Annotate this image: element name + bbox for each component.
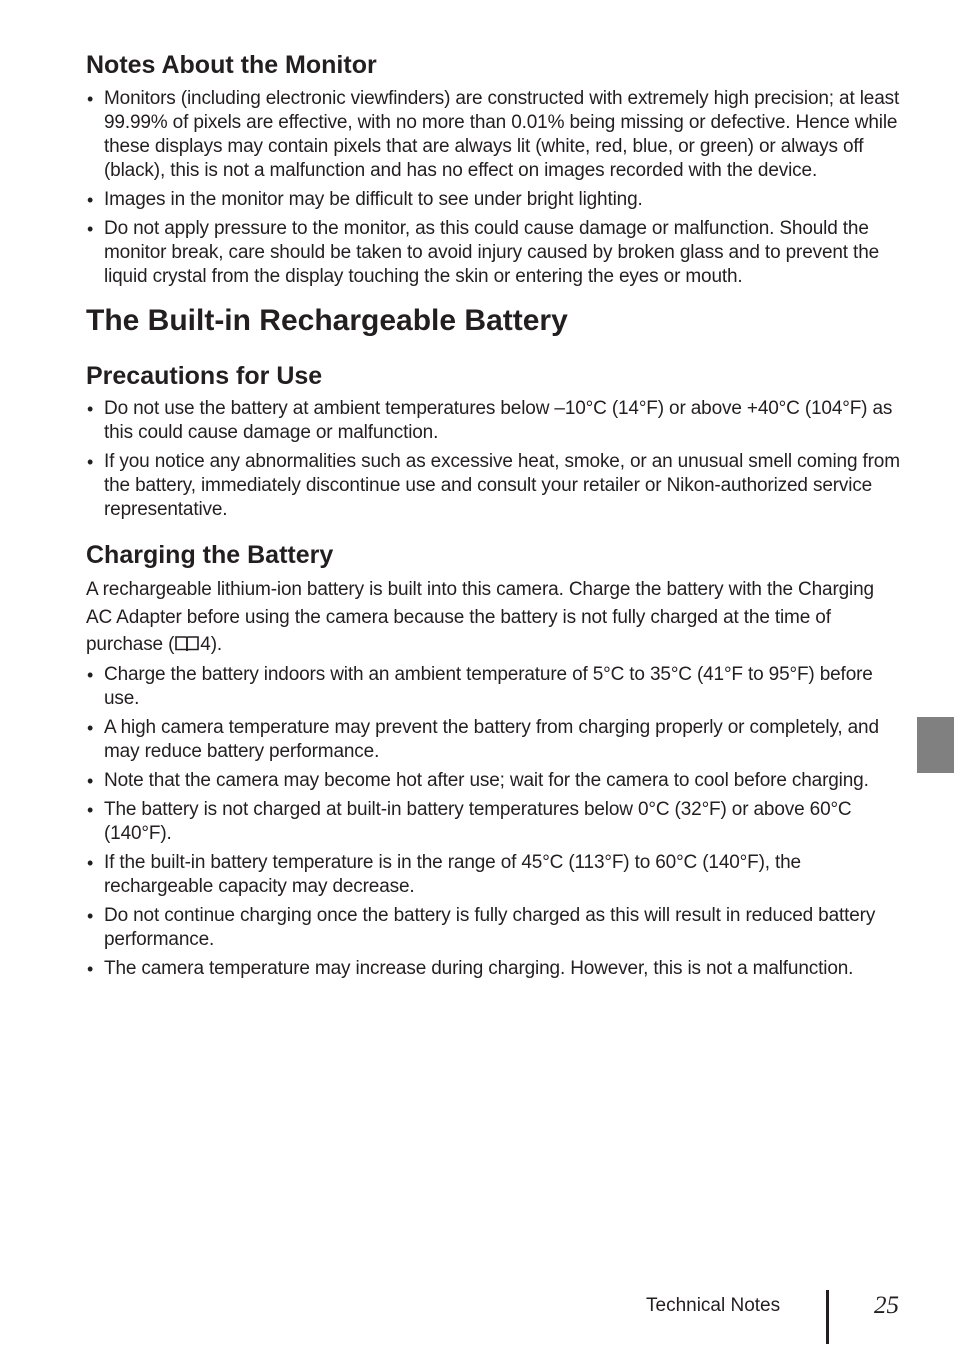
charging-intro-text: A rechargeable lithium-ion battery is built into this camera. Charge the battery with the Charging AC Adapter before using the camera because the battery is not fully charged at the time of purchase ( (86, 579, 874, 655)
list-item: • The battery is not charged at built-in battery temperatures below 0°C (32°F) or above 60°C (140°F). (86, 798, 900, 846)
footer-section-label: Technical Notes (646, 1295, 781, 1316)
charging-intro-end: ). (210, 634, 223, 655)
precautions-list (86, 397, 900, 522)
list-item: • Monitors (including electronic viewfinders) are constructed with extremely high precision; at least 99.99% of pixels are effective, with no more than 0.01% being missing or defective. Hence while these displays may contain pixels that are always lit (white, red, blue, or green) or always off (black), this is not a malfunction and has no effect on images recorded with the device. (86, 87, 900, 183)
charging-heading: Charging the Battery (86, 541, 334, 569)
list-item: • If the built-in battery temperature is in the range of 45°C (113°F) to 60°C (140°F), the rechargeable capacity may decrease. (86, 851, 900, 899)
book-reference-icon (174, 634, 200, 652)
list-item: • A high camera temperature may prevent the battery from charging properly or completely, and may reduce battery performance. (86, 716, 900, 764)
page-title: The Built-in Rechargeable Battery (86, 304, 568, 337)
monitor-heading: Notes About the Monitor (86, 51, 377, 79)
page-reference: 4 (200, 634, 211, 655)
section-side-tab (917, 717, 954, 773)
list-item: • Do not use the battery at ambient temperatures below –10°C (14°F) or above +40°C (104°F) as this could cause damage or malfunction. (86, 397, 900, 445)
charging-intro (86, 576, 900, 659)
list-item: • Note that the camera may become hot after use; wait for the camera to cool before charging. (86, 769, 900, 793)
list-item: • If you notice any abnormalities such as excessive heat, smoke, or an unusual smell coming from the battery, immediately discontinue use and consult your retailer or Nikon-authorized service representative. (86, 450, 900, 522)
list-item: • Do not apply pressure to the monitor, as this could cause damage or malfunction. Should the monitor break, care should be taken to avoid injury caused by broken glass and to prevent the liquid crystal from the display touching the skin or entering the eyes or mouth. (86, 217, 900, 289)
monitor-notes-list (86, 87, 900, 289)
list-item: • The camera temperature may increase during charging. However, this is not a malfunction. (86, 957, 900, 981)
page-content (86, 48, 900, 986)
list-item: • Do not continue charging once the battery is fully charged as this will result in reduced battery performance. (86, 904, 900, 952)
page-number: 25 (874, 1292, 899, 1319)
list-item: • Images in the monitor may be difficult to see under bright lighting. (86, 188, 900, 212)
charging-list (86, 663, 900, 981)
precautions-heading: Precautions for Use (86, 362, 323, 390)
list-item: • Charge the battery indoors with an ambient temperature of 5°C to 35°C (41°F to 95°F) before use. (86, 663, 900, 711)
footer-divider (826, 1290, 829, 1344)
